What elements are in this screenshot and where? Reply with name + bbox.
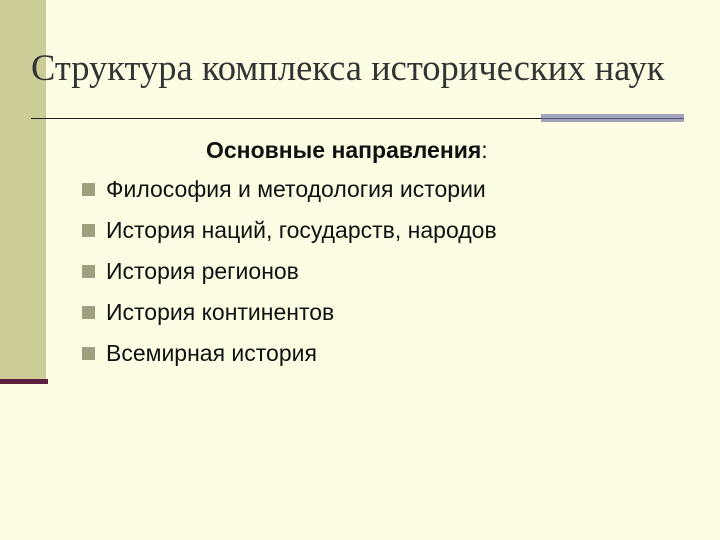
list-item xyxy=(82,213,497,254)
slide-title: Структура комплекса исторических наук xyxy=(31,47,665,88)
list-item xyxy=(82,295,497,336)
square-bullet-icon xyxy=(82,347,95,360)
list-item-label: История регионов xyxy=(106,258,299,284)
directions-list xyxy=(82,172,497,377)
square-bullet-icon xyxy=(82,183,95,196)
section-heading-colon: : xyxy=(481,137,488,163)
list-item-label: История континентов xyxy=(106,299,335,325)
list-item-label: Философия и методология истории xyxy=(106,176,486,202)
square-bullet-icon xyxy=(82,306,95,319)
square-bullet-icon xyxy=(82,265,95,278)
list-item xyxy=(82,336,497,377)
title-underline xyxy=(31,118,541,119)
list-item xyxy=(82,172,497,213)
list-item-label: Всемирная история xyxy=(106,340,317,366)
list-item-label: История наций, государств, народов xyxy=(106,217,497,243)
list-item xyxy=(82,254,497,295)
square-bullet-icon xyxy=(82,224,95,237)
section-heading-text: Основные направления xyxy=(206,137,482,163)
section-heading xyxy=(206,135,488,165)
left-band-accent-line xyxy=(0,379,48,384)
title-underline-accent-line xyxy=(541,118,684,119)
